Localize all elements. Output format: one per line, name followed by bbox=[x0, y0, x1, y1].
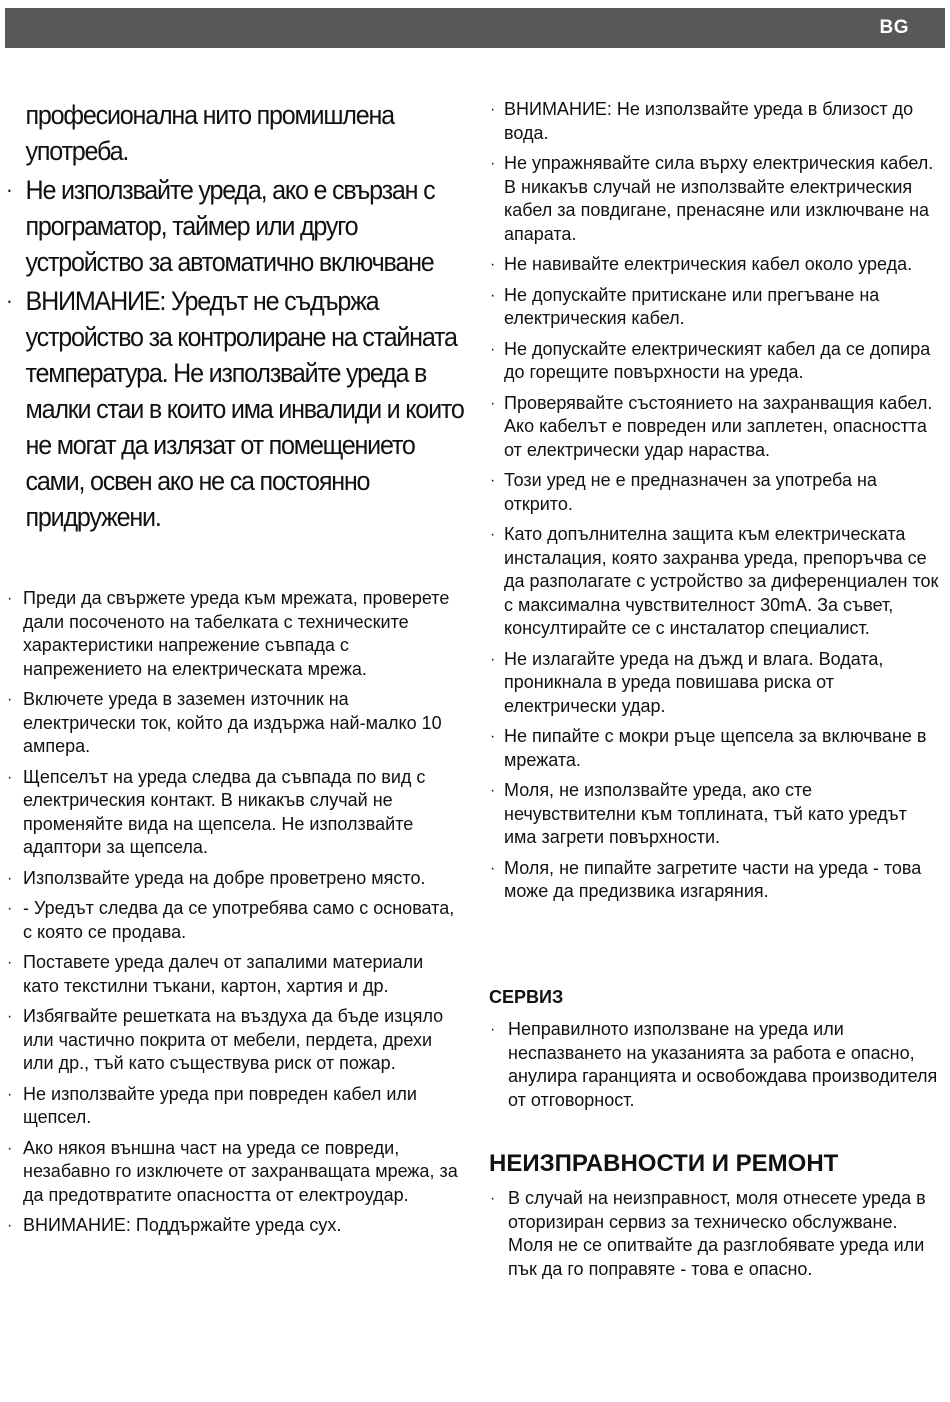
list-item: · Не пипайте с мокри ръце щепсела за включване в мрежата. bbox=[489, 725, 941, 772]
list-item: · Ако някоя външна част на уреда се повреди, незабавно го изключете от захранващата мрежа, за да предотвратите опасността от електроудар. bbox=[6, 1137, 462, 1208]
list-item: · ВНИМАНИЕ: Уредът не съдържа устройство за контролиране на стайната температура. Не използвайте уреда в малки стаи в които има инвалиди и които не могат да излязат от помещението сами, освен ако не са постоянно придружени. bbox=[6, 283, 477, 535]
safety-list bbox=[6, 587, 462, 1245]
list-item: · Преди да свържете уреда към мрежата, проверете дали посоченото на табелката с техническите характеристики напрежение съвпада с напрежението на електрическата мрежа. bbox=[6, 587, 462, 681]
repair-heading: НЕИЗПРАВНОСТИ И РЕМОНТ bbox=[489, 1150, 839, 1177]
list-item: · Не излагайте уреда на дъжд и влага. Водата, проникнала в уреда повишава риска от електрически удар. bbox=[489, 648, 941, 719]
list-item: · Не допускайте притискане или прегъване на електрическия кабел. bbox=[489, 284, 941, 331]
list-item: · Моля, не пипайте загретите части на уреда - това може да предизвика изгаряния. bbox=[489, 857, 941, 904]
repair-list bbox=[489, 1187, 941, 1288]
list-item: · - Уредът следва да се употребява само с основата, с която се продава. bbox=[6, 897, 462, 944]
list-item: · Не използвайте уреда, ако е свързан с програматор, таймер или друго устройство за автоматично включване bbox=[6, 172, 477, 280]
list-item: професионална нито промишлена употреба. bbox=[25, 100, 394, 166]
service-heading: СЕРВИЗ bbox=[489, 987, 564, 1007]
list-item: · Избягвайте решетката на въздуха да бъде изцяло или частично покрита от мебели, пердета, дрехи или др., тъй като съществува риск от пожар. bbox=[6, 1005, 462, 1076]
list-item: · Използвайте уреда на добре проветрено място. bbox=[6, 867, 462, 891]
list-item: · ВНИМАНИЕ: Не използвайте уреда в близост до вода. bbox=[489, 98, 941, 145]
list-item: · Неправилното използване на уреда или неспазването на указанията за работа е опасно, анулира гаранцията и освобождава производителя от отговорност. bbox=[489, 1018, 941, 1112]
list-item: · ВНИМАНИЕ: Поддържайте уреда сух. bbox=[6, 1214, 462, 1238]
header-bar bbox=[5, 8, 945, 48]
language-label: BG bbox=[879, 17, 909, 38]
service-list bbox=[489, 1018, 941, 1119]
list-item: · Не навивайте електрическия кабел около уреда. bbox=[489, 253, 941, 277]
safety-list-continued bbox=[489, 98, 941, 911]
list-item: · Моля, не използвайте уреда, ако сте нечувствителни към топлината, тъй като уредът има загрети повърхности. bbox=[489, 779, 941, 850]
large-safety-list bbox=[6, 97, 468, 538]
list-item: · Не упражнявайте сила върху електрическия кабел. В никакъв случай не използвайте електрическия кабел за повдигане, пренасяне или изключване на апарата. bbox=[489, 152, 941, 246]
list-item: · В случай на неизправност, моля отнесете уреда в оторизиран сервиз за техническо обслужване. Моля не се опитвайте да разглобявате уреда или пък да го поправяте - това е опасно. bbox=[489, 1187, 941, 1281]
list-item: · Като допълнителна защита към електрическата инсталация, която захранва уреда, препоръчва се да разполагате с устройство за диференциален ток с максимална чувствителност 30mA. За съвет, консултирайте се с инсталатор специалист. bbox=[489, 523, 941, 641]
list-item: · Включете уреда в заземен източник на електрически ток, който да издържа най-малко 10 ампера. bbox=[6, 688, 462, 759]
list-item: · Този уред не е предназначен за употреба на открито. bbox=[489, 469, 941, 516]
list-item: · Не допускайте електрическият кабел да се допира до горещите повърхности на уреда. bbox=[489, 338, 941, 385]
list-item: · Щепселът на уреда следва да съвпада по вид с електрическия контакт. В никакъв случай не променяйте вида на щепсела. Не използвайте адаптори за щепсела. bbox=[6, 766, 462, 860]
list-item: · Поставете уреда далеч от запалими материали като текстилни тъкани, картон, хартия и др. bbox=[6, 951, 462, 998]
list-item: · Не използвайте уреда при повреден кабел или щепсел. bbox=[6, 1083, 462, 1130]
list-item: · Проверявайте състоянието на захранващия кабел. Ако кабелът е повреден или заплетен, опасността от електрически удар нараства. bbox=[489, 392, 941, 463]
